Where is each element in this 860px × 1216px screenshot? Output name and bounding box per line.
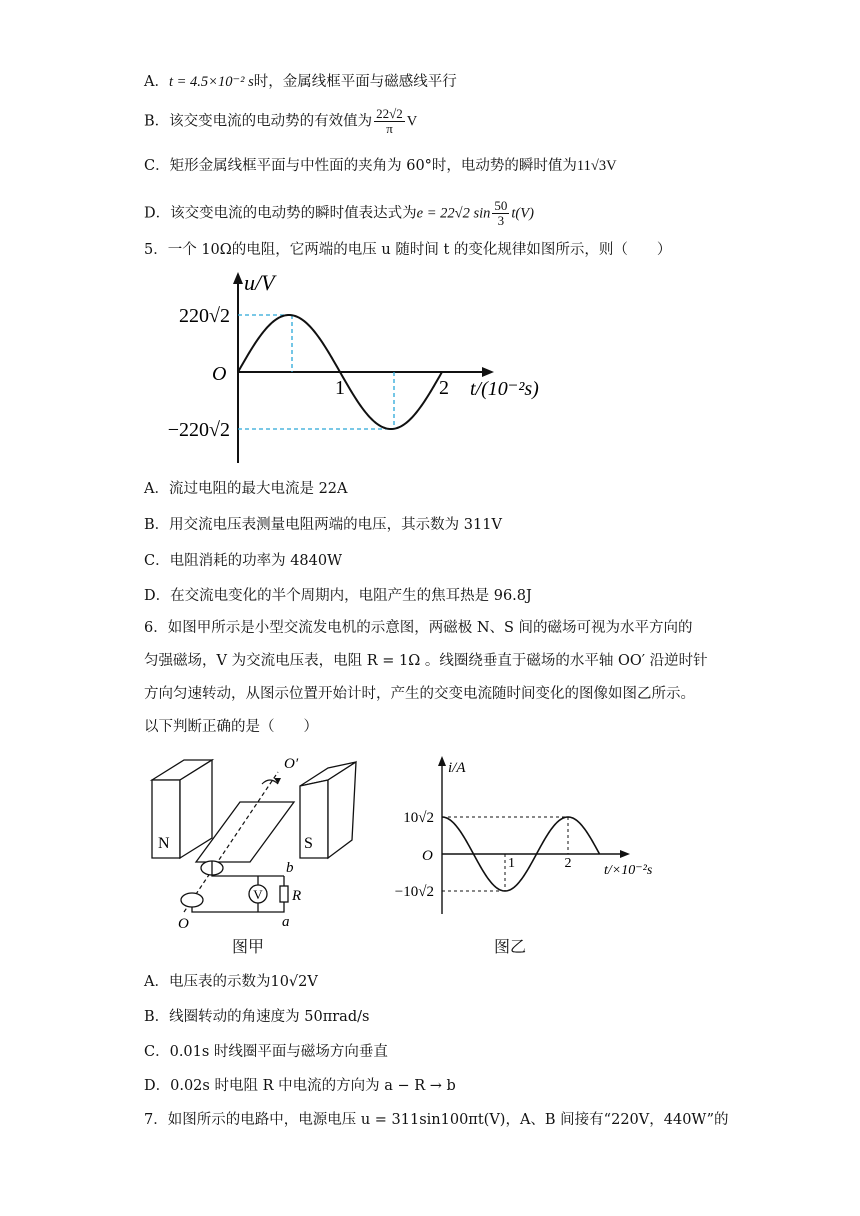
option-label: C． bbox=[144, 158, 170, 174]
option-label: A． bbox=[144, 74, 169, 90]
y-min-label: −10√2 bbox=[394, 884, 434, 900]
q4-d-text: 该交变电流的电动势的瞬时值表达式为 bbox=[170, 205, 417, 222]
q4-c-value: 11√3V bbox=[576, 158, 617, 174]
q5-option-c: C．电阻消耗的功率为 4840W bbox=[144, 553, 343, 569]
q4-a-text: 时，金属线框平面与磁感线平行 bbox=[253, 74, 457, 90]
q6-stem-line-4: 以下判断正确的是（ ） bbox=[144, 719, 318, 735]
axis-label-o-prime: O′ bbox=[284, 756, 299, 772]
q5-option-a: A．流过电阻的最大电流是 22A bbox=[144, 481, 348, 497]
x-axis-label: t/×10⁻²s bbox=[604, 863, 653, 878]
fraction-denominator: 3 bbox=[497, 213, 505, 228]
q5-stem: 5．一个 10Ω的电阻，它两端的电压 u 随时间 t 的变化规律如图所示，则（ ） bbox=[144, 242, 672, 258]
q4-option-c bbox=[144, 155, 617, 177]
q7-stem: 7．如图所示的电路中，电源电压 u = 311sin100πt(V)，A、B 间接有“220V，440W”的 bbox=[144, 1112, 729, 1128]
q6-option-d: D．0.02s 时电阻 R 中电流的方向为 a − R → b bbox=[144, 1078, 456, 1094]
q4-b-unit: V bbox=[406, 113, 418, 130]
current-chart bbox=[386, 754, 676, 924]
x-axis-arrow bbox=[620, 850, 630, 858]
q4-d-expr-post: t(V) bbox=[511, 205, 534, 222]
fraction-denominator: π bbox=[386, 121, 393, 136]
q6-option-a: A．电压表的示数为10√2V bbox=[144, 974, 318, 990]
s-pole-label: S bbox=[304, 835, 313, 852]
q4-b-text: 该交变电流的电动势的有效值为 bbox=[169, 113, 373, 130]
q6-stem-line-3: 方向匀速转动，从图示位置开始计时，产生的交变电流随时间变化的图像如图乙所示。 bbox=[144, 686, 695, 702]
y-max-label: 10√2 bbox=[403, 810, 434, 826]
terminal-a-label: a bbox=[282, 914, 290, 930]
n-pole-label: N bbox=[158, 835, 170, 852]
q5-option-d: D．在交流电变化的半个周期内，电阻产生的焦耳热是 96.8J bbox=[144, 588, 532, 604]
y-axis-label: u/V bbox=[244, 270, 275, 295]
q4-d-expr-pre: e = 22√2 sin bbox=[416, 205, 491, 222]
q4-option-a bbox=[144, 71, 457, 93]
x-tick-2: 2 bbox=[564, 856, 572, 871]
y-min-label: −220√2 bbox=[167, 419, 230, 441]
q5-option-b: B．用交流电压表测量电阻两端的电压，其示数为 311V bbox=[144, 517, 502, 533]
figure-yi-caption: 图乙 bbox=[494, 937, 527, 956]
q4-c-text: 矩形金属线框平面与中性面的夹角为 60°时，电动势的瞬时值为 bbox=[169, 158, 577, 174]
resistor-label: R bbox=[292, 888, 302, 904]
y-max-label: 220√2 bbox=[179, 305, 230, 327]
resistor bbox=[280, 886, 288, 902]
slip-ring-lower bbox=[181, 893, 203, 907]
q4-option-d bbox=[144, 199, 534, 228]
y-axis-arrow bbox=[438, 756, 446, 766]
option-label: D． bbox=[144, 205, 171, 222]
x-axis-arrow bbox=[482, 367, 494, 377]
origin-label: O bbox=[212, 363, 227, 385]
figure-jia-caption: 图甲 bbox=[232, 937, 265, 956]
axis-label-o: O bbox=[178, 916, 189, 930]
q6-option-b: B．线圈转动的角速度为 50πrad/s bbox=[144, 1009, 370, 1025]
y-axis-label: i/A bbox=[448, 760, 466, 776]
q6-option-c: C．0.01s 时线圈平面与磁场方向垂直 bbox=[144, 1044, 388, 1060]
q4-b-fraction bbox=[374, 107, 405, 136]
q4-a-expression: t = 4.5×10⁻² s bbox=[168, 74, 254, 90]
x-tick-2: 2 bbox=[439, 377, 449, 399]
q4-d-fraction bbox=[492, 199, 509, 228]
x-axis-label: t/(10⁻²s) bbox=[470, 378, 539, 400]
fraction-numerator: 22√2 bbox=[376, 106, 403, 121]
x-tick-1: 1 bbox=[335, 377, 345, 399]
fraction-numerator: 50 bbox=[494, 198, 508, 213]
q6-stem-line-1: 6．如图甲所示是小型交流发电机的示意图，两磁极 N、S 间的磁场可视为水平方向的 bbox=[144, 620, 693, 636]
origin-label: O bbox=[422, 848, 433, 864]
voltmeter-label: V bbox=[253, 887, 263, 902]
generator-diagram bbox=[144, 740, 374, 930]
option-label: B． bbox=[144, 113, 170, 130]
q6-stem-line-2: 匀强磁场，V 为交流电压表，电阻 R = 1Ω 。线圈绕垂直于磁场的水平轴 OO′ 沿逆时针 bbox=[144, 653, 708, 669]
q5-voltage-chart bbox=[144, 268, 584, 468]
y-axis-arrow bbox=[233, 272, 243, 284]
q4-option-b bbox=[144, 107, 417, 136]
circuit-wire-bottom bbox=[192, 876, 284, 912]
x-tick-1: 1 bbox=[508, 856, 515, 871]
terminal-b-label: b bbox=[286, 860, 294, 876]
